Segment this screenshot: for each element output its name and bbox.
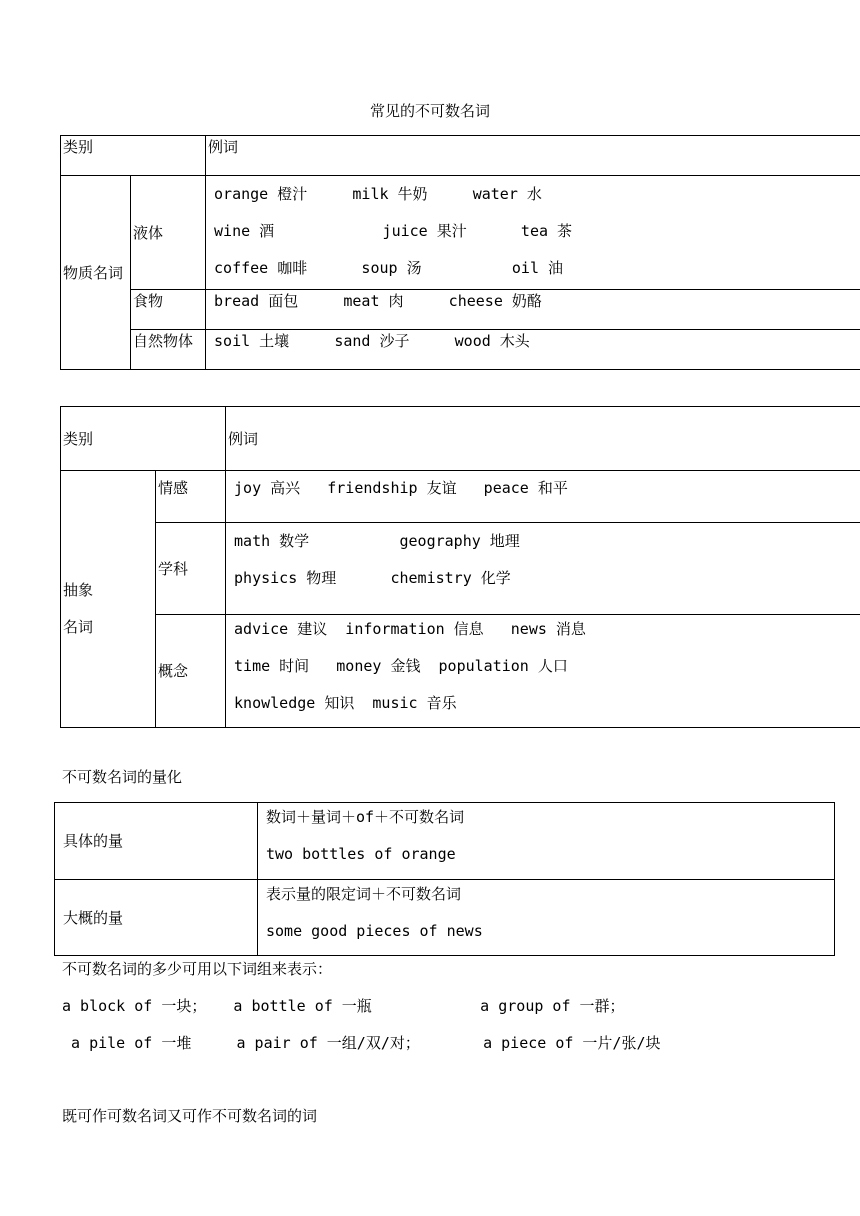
group-line: 名词 <box>63 618 94 636</box>
example-line: bread 面包 meat 肉 cheese 奶酪 <box>214 292 542 310</box>
example-line: physics 物理 chemistry 化学 <box>234 569 511 587</box>
category-header: 类别 <box>61 136 206 176</box>
subcategory-cell: 液体 <box>131 176 206 290</box>
examples-cell <box>226 615 860 728</box>
examples-cell <box>206 290 860 330</box>
example-line: joy 高兴 friendship 友谊 peace 和平 <box>234 479 568 497</box>
subcategory-cell: 情感 <box>156 471 226 523</box>
page-title: 常见的不可数名词 <box>369 102 490 120</box>
example-line: math 数学 geography 地理 <box>234 532 520 550</box>
abstract-nouns-table <box>60 406 860 728</box>
table-row <box>61 523 860 615</box>
example-line: coffee 咖啡 soup 汤 oil 油 <box>214 259 564 277</box>
phrases-line: a pile of 一堆 a pair of 一组/双/对； a piece of 一片/张/块 <box>62 1034 661 1052</box>
table-header-row <box>61 407 860 471</box>
quantity-example-cell <box>258 880 835 956</box>
example-line: some good pieces of news <box>266 922 483 940</box>
table-row <box>61 290 860 330</box>
table-row <box>61 330 860 370</box>
group-cell <box>61 471 156 728</box>
example-line: 表示量的限定词＋不可数名词 <box>266 885 462 903</box>
category-header: 类别 <box>61 407 226 471</box>
table-row <box>55 803 835 880</box>
example-line: 数词＋量词＋of＋不可数名词 <box>266 808 465 826</box>
example-line: advice 建议 information 信息 news 消息 <box>234 620 586 638</box>
example-line: orange 橙汁 milk 牛奶 water 水 <box>214 185 542 203</box>
examples-cell <box>206 176 860 290</box>
quantity-label-cell: 具体的量 <box>55 803 258 880</box>
section-heading: 既可作可数名词又可作不可数名词的词 <box>62 1107 318 1125</box>
quantity-label-cell: 大概的量 <box>55 880 258 956</box>
example-line: knowledge 知识 music 音乐 <box>234 694 457 712</box>
examples-cell <box>226 523 860 615</box>
table-row <box>61 176 860 290</box>
group-cell: 物质名词 <box>61 176 131 370</box>
group-line: 抽象 <box>63 581 94 599</box>
material-nouns-table <box>60 135 860 370</box>
table-row <box>61 615 860 728</box>
quantity-example-cell <box>258 803 835 880</box>
examples-cell <box>206 330 860 370</box>
subcategory-cell: 食物 <box>131 290 206 330</box>
table-header-row <box>61 136 860 176</box>
table-row <box>55 880 835 956</box>
section-heading: 不可数名词的量化 <box>62 768 183 786</box>
example-line: soil 土壤 sand 沙子 wood 木头 <box>214 332 530 350</box>
quantification-table <box>54 802 835 956</box>
phrases-line: a block of 一块； a bottle of 一瓶 a group of 一群； <box>62 997 625 1015</box>
table-row <box>61 471 860 523</box>
subcategory-cell: 概念 <box>156 615 226 728</box>
example-line: time 时间 money 金钱 population 人口 <box>234 657 568 675</box>
examples-header: 例词 <box>226 407 860 471</box>
subcategory-cell: 学科 <box>156 523 226 615</box>
example-line: wine 酒 juice 果汁 tea 茶 <box>214 222 573 240</box>
examples-cell <box>226 471 860 523</box>
subcategory-cell: 自然物体 <box>131 330 206 370</box>
example-line: two bottles of orange <box>266 845 456 863</box>
examples-header: 例词 <box>206 136 860 176</box>
phrases-intro: 不可数名词的多少可用以下词组来表示： <box>62 960 333 978</box>
